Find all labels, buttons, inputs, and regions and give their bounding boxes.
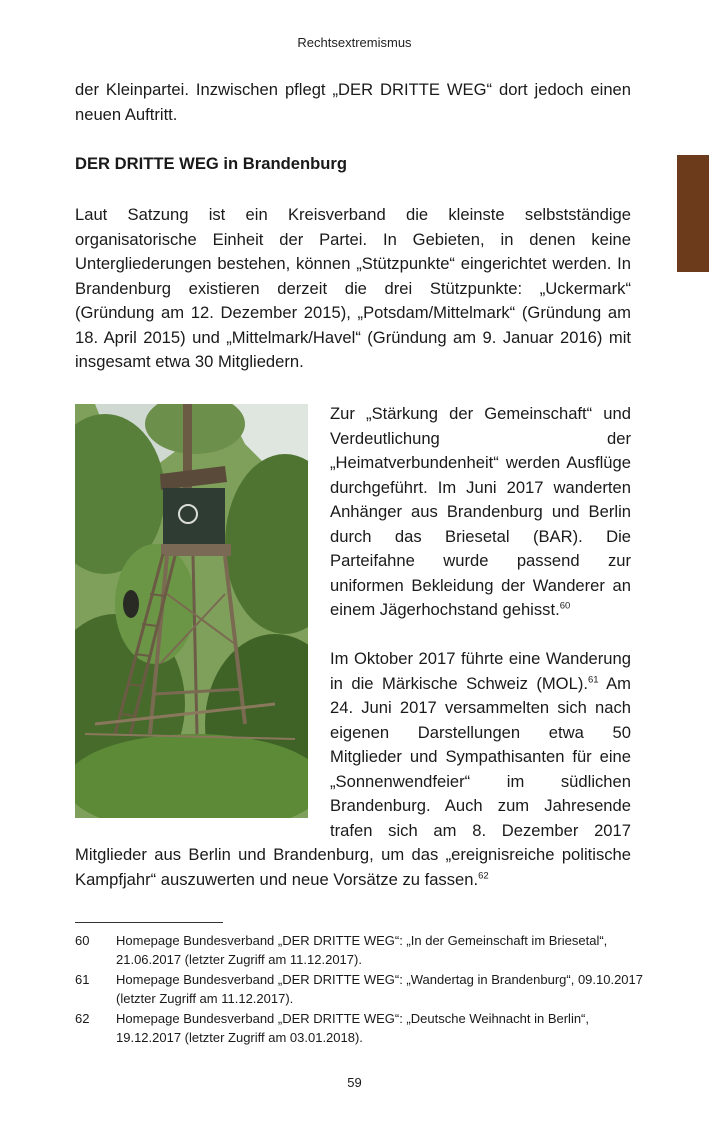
footnote-number: 60 [75, 933, 90, 948]
footnote-rule [75, 922, 223, 923]
footnote-ref-60: 60 [559, 600, 571, 612]
section-heading: DER DRITTE WEG in Brandenburg [75, 154, 347, 173]
footnote-number: 62 [75, 1011, 90, 1026]
hunting-stand-photo [75, 404, 308, 818]
footnote-61 [75, 970, 655, 1008]
satzung-paragraph: Laut Satzung ist ein Kreisverband die kleinste selbstständige organisatorische Einheit der Partei. In Gebieten, in denen keine Untergliederungen bestehen, können „Stützpunkte“ eingerichtet werden. In Brandenburg existieren derzeit die drei Stützpunkte: „Uckermark“ (Gründung am 12. Dezember 2015), „Potsdam/Mittelmark“ (Gründung am 18. April 2015) und „Mittelmark/Havel“ (Gründung am 9. Januar 2016) mit insgesamt etwa 30 Mitgliedern. [75, 205, 631, 371]
oktober-paragraph: Im Oktober 2017 führte eine Wanderung in die Märkische Schweiz (MOL). [330, 649, 631, 693]
footnote-text: Homepage Bundesverband „DER DRITTE WEG“: „Wandertag in Brandenburg“, 09.10.2017 (letzter Zugriff am 11.12.2017). [116, 972, 644, 1006]
juni-paragraph: Am 24. Juni 2017 versammelten sich nach eigenen Darstellungen etwa 50 Mitglieder und Sympathisanten für eine „Sonnenwendfeier“ im südlichen Brandenburg. Auch zum Jahresende trafen sich am 8. Dezember 2017 Mitglieder aus Berlin und Brandenburg, um das „ereignisreiche politische Kampfjahr“ auszuwerten und neue Vorsätze zu fassen. [75, 673, 631, 889]
footnote-60 [75, 931, 655, 969]
footnote-number: 61 [75, 972, 90, 987]
footnote-ref-61: 61 [587, 673, 599, 685]
footnote-text: Homepage Bundesverband „DER DRITTE WEG“: „In der Gemeinschaft im Briesetal“, 21.06.2017 (letzter Zugriff am 11.12.2017). [116, 933, 608, 967]
wrapped-text-block [75, 402, 631, 892]
running-head: Rechtsextremismus [297, 35, 412, 50]
intro-paragraph: der Kleinpartei. Inzwischen pflegt „DER DRITTE WEG“ dort jedoch einen neuen Auftritt. [75, 80, 631, 124]
wanderung-paragraph: Zur „Stärkung der Gemeinschaft“ und Verdeutlichung der „Heimatverbundenheit“ werden Ausflüge durchgeführt. Im Juni 2017 wanderten Anhänger aus Brandenburg und Berlin durch das Briesetal (BAR). Die Parteifahne wurde passend zur uniformen Bekleidung der Wanderer an einem Jägerhochstand gehisst. [330, 404, 631, 619]
footnote-text: Homepage Bundesverband „DER DRITTE WEG“: „Deutsche Weihnacht in Berlin“, 19.12.2017 (letzter Zugriff am 03.01.2018). [116, 1011, 590, 1045]
chapter-tab-marker [677, 155, 709, 272]
page-number: 59 [347, 1075, 362, 1090]
footnote-ref-62: 62 [478, 869, 489, 881]
footnote-62 [75, 1009, 655, 1047]
